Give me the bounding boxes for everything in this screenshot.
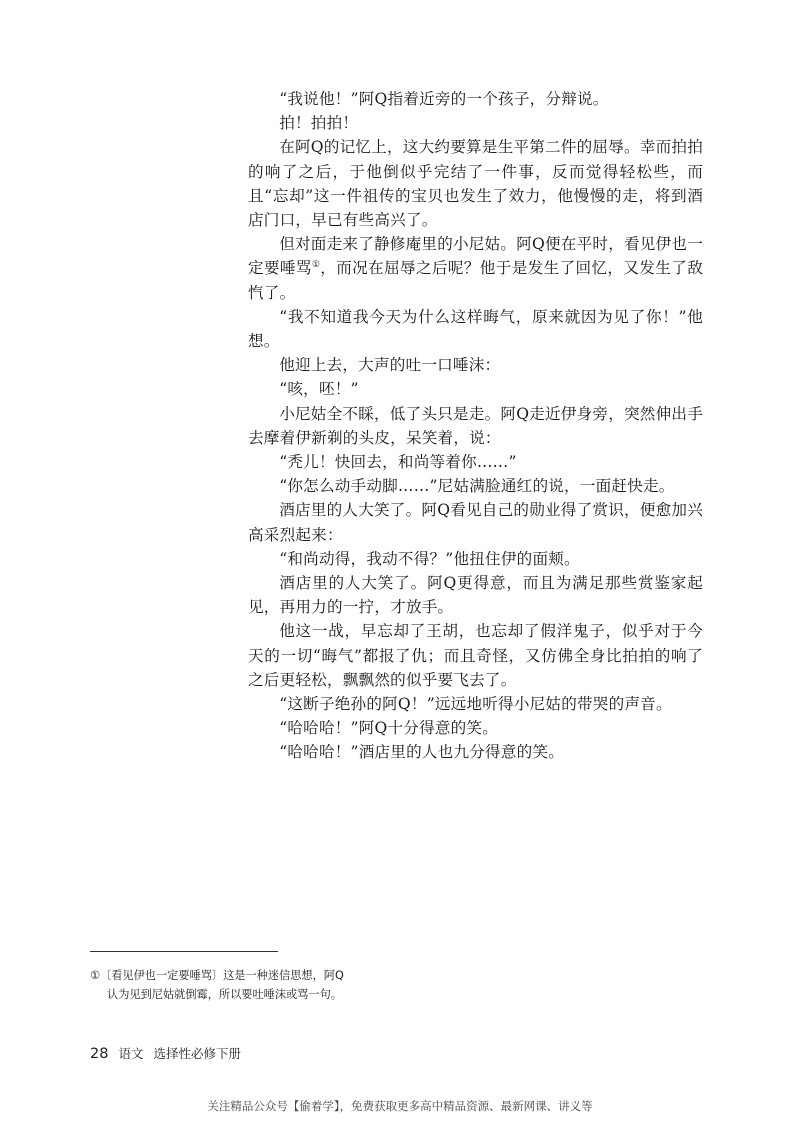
watermark-banner: 关注精品公众号【偷着学】，免费获取更多高中精品资源、最新网课、讲义等: [207, 1099, 593, 1113]
main-text: [248, 87, 703, 765]
footnote-marker: ①: [90, 969, 101, 982]
paragraph: 酒店里的人大笑了。阿Q看见自己的勋业得了赏识，便愈加兴高采烈起来：: [248, 501, 703, 544]
footnote-text: 这是一种迷信思想，阿Q: [223, 969, 344, 982]
paragraph: “这断子绝孙的阿Q！”远远地听得小尼姑的带哭的声音。: [279, 695, 672, 714]
footnote-text-continued: 认为见到尼姑就倒霉，所以要吐唾沫或骂一句。: [107, 988, 342, 1001]
paragraph: “哈哈哈！”阿Q十分得意的笑。: [279, 719, 499, 738]
page-number: 28: [90, 1046, 109, 1062]
footnote: [90, 966, 390, 1004]
paragraph: “咳，呸！”: [279, 380, 359, 399]
paragraph: “秃儿！快回去，和尚等着你……”: [279, 453, 517, 472]
paragraph: 他迎上去，大声的吐一口唾沫：: [279, 356, 501, 375]
footnote-term: 〔看见伊也一定要唾骂〕: [100, 969, 224, 982]
paragraph: 酒店里的人大笑了。阿Q更得意，而且为满足那些赏鉴家起见，再用力的一拧，才放手。: [248, 574, 703, 617]
paragraph-with-note: [248, 232, 703, 305]
paragraph: “你怎么动手动脚……”尼姑满脸通红的说，一面赶快走。: [279, 477, 675, 496]
paragraph: “我不知道我今天为什么这样晦气，原来就因为见了你！”他想。: [248, 307, 703, 351]
book-title: 选择性必修下册: [153, 1046, 241, 1061]
paragraph: 拍！拍拍！: [279, 114, 359, 133]
paragraph: “和尚动得，我动不得？”他扭住伊的面颊。: [279, 549, 580, 568]
paragraph-text: 但对面走来了静修庵里的小尼姑。阿Q便在平时，看见伊也一定要唾骂: [248, 235, 703, 278]
paragraph-text: ，而况在屈辱之后呢？他于是发生了回忆，又发生了敌忾了。: [248, 259, 703, 302]
paragraph: 在阿Q的记忆上，这大约要算是生平第二件的屈辱。幸而拍拍的响了之后，于他倒似乎完结了一件事，反而觉得轻松些，而且“忘却”这一件祖传的宝贝也发生了效力，他慢慢的走，将到酒店门口，早已有些高兴了。: [248, 138, 703, 230]
paragraph: “我说他！”阿Q指着近旁的一个孩子，分辩说。: [279, 90, 609, 108]
footnote-divider: [90, 951, 278, 952]
paragraph: “哈哈哈！”酒店里的人也九分得意的笑。: [279, 743, 565, 762]
subject-label: 语文: [118, 1046, 144, 1061]
footnote-reference[interactable]: ①: [311, 260, 321, 271]
paragraph: 小尼姑全不睬，低了头只是走。阿Q走近伊身旁，突然伸出手去摩着伊新剃的头皮，呆笑着，说：: [248, 404, 703, 447]
paragraph: 他这一战，早忘却了王胡，也忘却了假洋鬼子，似乎对于今天的一切“晦气”都报了仇；而且奇怪，又仿佛全身比拍拍的响了之后更轻松，飘飘然的似乎要飞去了。: [248, 622, 703, 689]
page-footer: [90, 1044, 241, 1062]
